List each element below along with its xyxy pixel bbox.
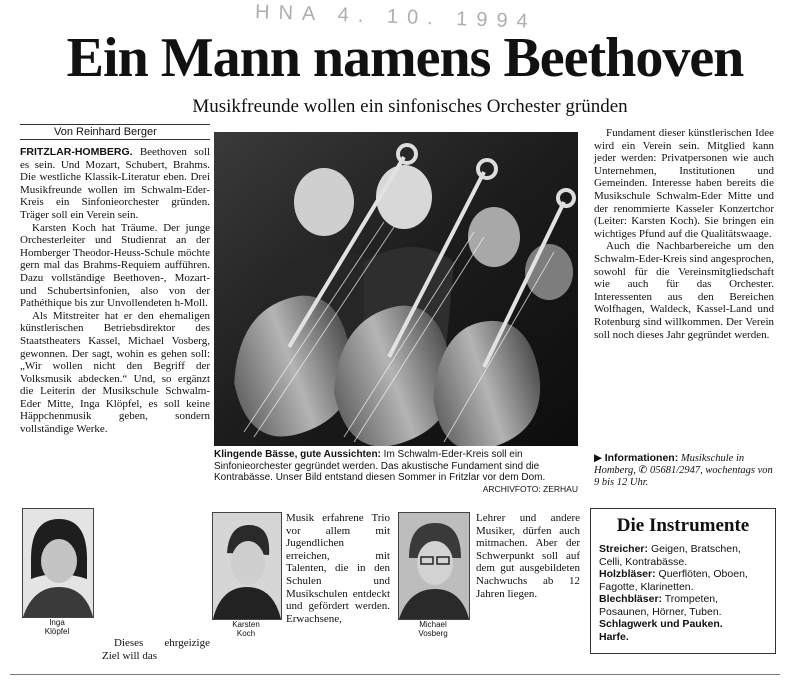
paragraph-3: Als Mitstreiter hat er den ehemaligen künstlerischen Betriebsdirektor des Staatstheaters Kassel, Michael Vosberg, gewonnen. Der sagt, wohin es gehen soll: „Wir wollen nicht den Begriff der Volksmusik abdecken.“ Und, so ergänzt die Leiterin der Musikschule Schwalm-Eder Mitte, Inga Klöpfel, es soll keine Häppchenmusik geben, sondern vollständige Werke. <box>20 309 210 436</box>
portrait-label-vosberg <box>398 620 468 638</box>
archive-date-stamp: HNA 4. 10. 1994 <box>254 1 538 33</box>
paragraph-4-text: Dieses ehrgeizige Ziel will das <box>102 637 210 662</box>
paragraph-2: Karsten Koch hat Träume. Der junge Orchesterleiter und Studienrat an der Homberger Theodor-Heuss-Schule möchte gern mal das Brahms-Requiem aufführen. Dazu vollständige Beethoven-, Mozart- und Schubertsinfonien, also von der Pathéthique bis zur Unvollendeten h-Moll. <box>20 221 210 310</box>
portrait-image <box>23 509 93 617</box>
instrument-row <box>599 593 767 618</box>
instrument-group: Blechbläser: <box>599 593 663 605</box>
info-box <box>594 452 774 489</box>
info-text: Musikschule in Homberg, <box>594 453 745 476</box>
paragraph-1-text: Beethoven soll es sein. Und Mozart, Schubert, Brahms. Die westliche Klassik-Literatur eben. Drei Musikfreunde wollen im Schwalm-Eder-Kreis ein Sinfonieorchester gründen. Träger soll ein Verein sein. <box>20 146 211 221</box>
photo-double-basses <box>214 132 578 446</box>
portrait-karsten-koch <box>212 512 282 620</box>
info-phone: 05681/2947, <box>649 465 703 476</box>
subheadline: Musikfreunde wollen ein sinfonisches Orchester gründen <box>192 96 628 117</box>
byline: Von Reinhard Berger <box>20 124 210 140</box>
label-line-1: Karsten <box>232 620 260 629</box>
portrait-inga-kloepfel <box>22 508 94 618</box>
instrument-group: Harfe. <box>599 630 629 643</box>
paragraph-5: Fundament dieser künstlerischen Idee wird ein Verein sein. Mitglied kann jeder werden: Privatpersonen wie auch Unternehmen, Institutionen und Gemeinden. Interesse haben bereits die Musikschule Schwalm-Eder Mitte und der renommierte Kasseler Konzertchor (Leiter: Karsten Koch). Sie bringen ein wichtiges Pfund auf die Qualitätswaage. <box>594 127 774 240</box>
label-line-2: Klöpfel <box>44 627 70 636</box>
instrument-items: Querflöten, Oboen, Fagotte, Klarinetten. <box>599 568 748 593</box>
article-column-1 <box>20 146 210 436</box>
paragraph-4 <box>102 637 210 662</box>
instrument-row <box>599 568 767 593</box>
label-line-2: Vosberg <box>418 629 448 638</box>
bottom-rule <box>10 674 780 675</box>
info-hours: wochentags von 9 bis 12 Uhr. <box>594 465 773 488</box>
instrument-row <box>599 631 767 644</box>
portrait-image <box>399 513 469 619</box>
photo-credit: ARCHIVFOTO: ZERHAU <box>482 483 578 494</box>
portrait-label-kloepfel <box>22 618 92 636</box>
photo-caption <box>214 449 578 495</box>
photo-illustration <box>214 132 578 446</box>
portrait-label-koch <box>212 620 280 638</box>
headline: Ein Mann namens Beethoven <box>66 27 744 89</box>
caption-lead: Klingende Bässe, gute Aussichten: <box>214 449 381 460</box>
dateline: FRITZLAR-HOMBERG. <box>20 146 133 158</box>
label-line-1: Inga <box>49 618 65 627</box>
instruments-box <box>590 508 776 654</box>
column-3-text: Lehrer und andere Musiker, dürfen auch mitmachen. Aber der Schwerpunkt soll auf dem gut ausgebildeten Nachwuchs ab 12 Jahren liegen. <box>476 512 580 600</box>
portrait-image <box>213 513 281 619</box>
instrument-items: Geigen, Bratschen, Celli, Kontrabässe. <box>599 543 741 568</box>
article-column-4 <box>594 127 774 341</box>
paragraph-1 <box>20 146 210 222</box>
instrument-group: Streicher: <box>599 543 649 555</box>
instruments-title: Die Instrumente <box>616 515 750 536</box>
instrument-row <box>599 618 767 631</box>
instrument-row <box>599 543 767 568</box>
portrait-michael-vosberg <box>398 512 470 620</box>
instrument-group: Schlagwerk und Pauken. <box>599 618 723 630</box>
label-line-2: Koch <box>236 629 256 638</box>
info-arrow-icon: ▶ <box>594 453 603 464</box>
paragraph-6: Auch die Nachbarbereiche um den Schwalm-Eder-Kreis sind angesprochen, sowohl für die Vereinsmitgliedschaft wie auch für das Orchester. Interessenten aus den Bereichen Wolfhagen, Waldeck, Kassel-Land und Rotenburg sind willkommen. Der Verein soll noch dieses Jahr gegründet werden. <box>594 240 774 341</box>
phone-icon: ✆ <box>638 465 648 476</box>
instrument-items: Trompeten, Posaunen, Hörner, Tuben. <box>599 593 722 618</box>
caption-text: Im Schwalm-Eder-Kreis soll ein Sinfonieorchester gegründet werden. Das akustische Fundament sind die Kontrabässe. Unser Bild entstand diesen Sommer in Fritzlar vor dem Dom. <box>214 449 546 484</box>
article-column-2 <box>286 512 390 625</box>
article-column-3 <box>476 512 580 600</box>
column-2-text: Musik erfahrene Trio vor allem mit Jugendlichen erreichen, mit Talenten, die in den Schulen und Musikschulen entdeckt und gefördert werden. Erwachsene, <box>286 512 390 625</box>
info-label: Informationen: <box>604 452 679 464</box>
label-line-1: Michael <box>419 620 447 629</box>
instrument-group: Holzbläser: <box>599 568 656 580</box>
